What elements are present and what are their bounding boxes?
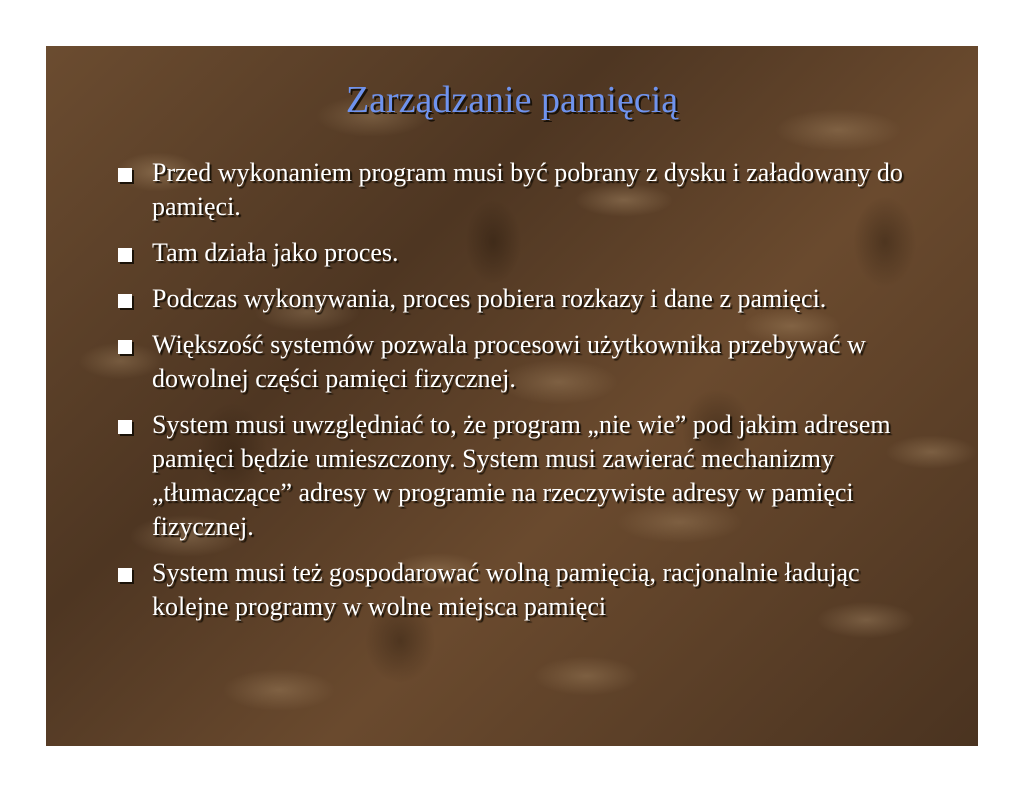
bullet-text: Większość systemów pozwala procesowi użytkownika przebywać w dowolnej części pamięci fizycznej. [152,330,866,393]
bullet-list [118,156,938,636]
list-item [118,156,938,224]
bullet-text: System musi też gospodarować wolną pamięcią, racjonalnie ładując kolejne programy w wolne miejsca pamięci [152,558,860,621]
square-bullet-icon [118,340,132,354]
slide-title: Zarządzanie pamięcią [345,79,679,121]
bullet-text: Tam działa jako proces. [152,238,399,267]
square-bullet-icon [118,294,132,308]
square-bullet-icon [118,568,132,582]
list-item [118,328,938,396]
list-item [118,408,938,544]
square-bullet-icon [118,168,132,182]
bullet-text: System musi uwzględniać to, że program „nie wie” pod jakim adresem pamięci będzie umieszczony. System musi zawierać mechanizmy „tłumaczące” adresy w programie na rzeczywiste adresy w pamięci fizycznej. [152,410,891,541]
square-bullet-icon [118,420,132,434]
list-item [118,236,938,270]
square-bullet-icon [118,248,132,262]
bullet-text: Przed wykonaniem program musi być pobrany z dysku i załadowany do pamięci. [152,158,903,221]
bullet-text: Podczas wykonywania, proces pobiera rozkazy i dane z pamięci. [152,284,827,313]
list-item [118,282,938,316]
list-item [118,556,938,624]
slide [46,46,978,746]
